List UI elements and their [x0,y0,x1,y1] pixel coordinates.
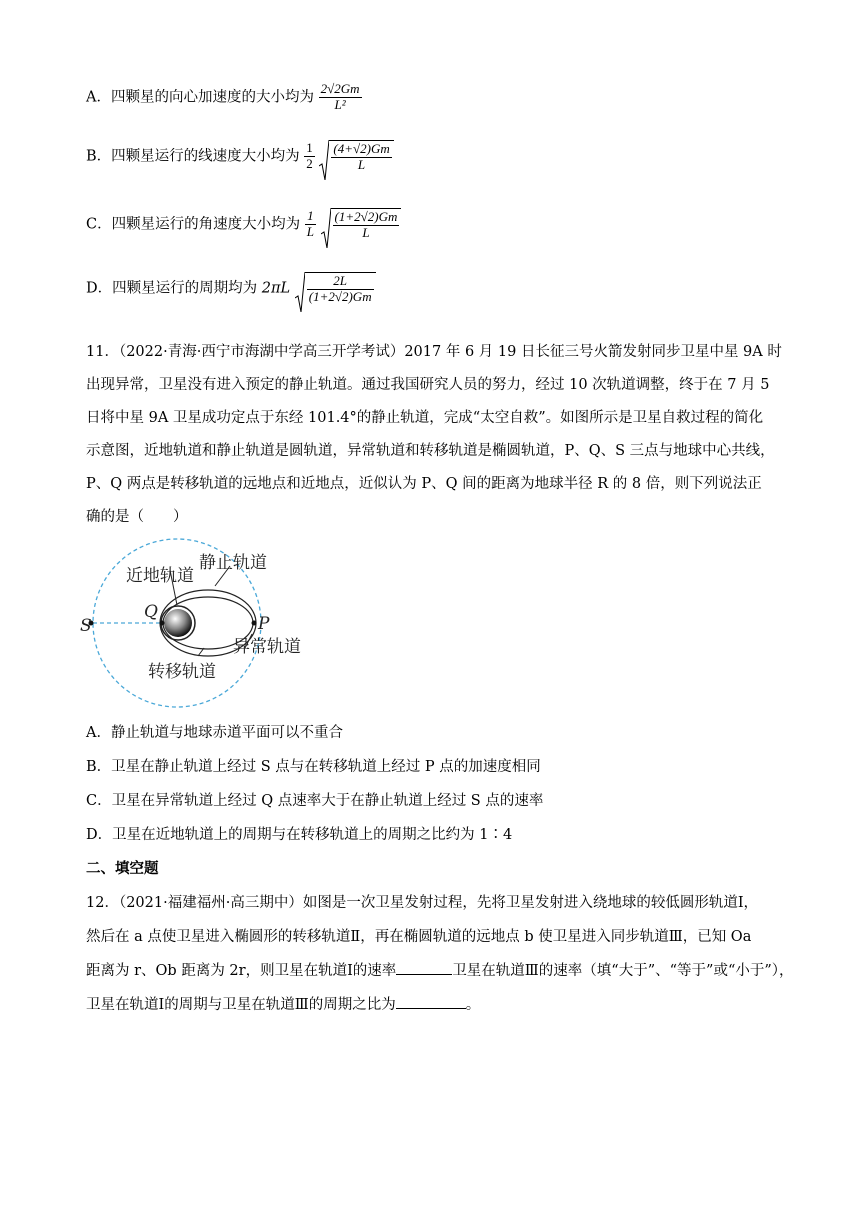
option-a[interactable]: A．四颗星的向心加速度的大小均为 $\frac{2√2Gm}{\text{L²}}$ [86,81,360,112]
q11-stem-line: 出现异常，卫星没有进入预定的静止轨道。通过我国研究人员的努力，经过 10 次轨道调整，终于在 7 月 5 [86,377,770,393]
label-point-q: Q [144,602,158,622]
q12-stem-line-3: 距离为 r、Ob 距离为 2r，则卫星在轨道Ⅰ的速率 卫星在轨道Ⅲ的速率（填“大于”、“等于”或“小于”）， [86,959,794,980]
formula-a: $\frac{2√2Gm}{\text{L²}}$ [320,81,360,112]
q12-stem-line: 12．（2021·福建福州·高三期中）如图是一次卫星发射过程，先将卫星发射进入绕地球的较低圆形轨道Ⅰ， [86,895,759,911]
point-q-dot [160,621,165,626]
coef-b: $\frac{1}{2}$ [306,140,313,171]
sqrt-d: $\frac{2L}{(1+2√2)Gm}$ [295,272,376,305]
label-point-p: P [258,614,270,634]
option-d[interactable]: D．四颗星运行的周期均为 2πL $\frac{2L}{(1+2√2)Gm}$ [86,272,376,305]
coef-c: $\frac{1}{L}$ [306,208,314,239]
earth [164,609,192,637]
q11-stem-line: 示意图，近地轨道和静止轨道是圆轨道，异常轨道和转移轨道是椭圆轨道，P、Q、S 三点与地球中心共线， [86,443,775,459]
sqrt-b: $\frac{(4+√2)Gm}{L}$ [319,140,393,173]
q11-stem-line: P、Q 两点是转移轨道的远地点和近地点，近似认为 P、Q 间的距离为地球半径 R 的 8 倍，则下列说法正 [86,476,762,492]
q11-stem-line: 日将中星 9A 卫星成功定点于东经 101.4°的静止轨道，完成“太空自救”。如图所示是卫星自救过程的简化 [86,410,764,426]
q12-stem-line: 然后在 a 点使卫星进入椭圆形的转移轨道Ⅱ，再在椭圆轨道的远地点 b 使卫星进入同步轨道Ⅲ，已知 Oa [86,929,752,945]
q12-stem-line-4: 卫星在轨道Ⅰ的周期与卫星在轨道Ⅲ的周期之比为 。 [86,993,480,1014]
orbit-diagram [80,538,330,716]
q11-option-a[interactable]: A．静止轨道与地球赤道平面可以不重合 [86,725,343,741]
q11-option-b[interactable]: B．卫星在静止轨道上经过 S 点与在转移轨道上经过 P 点的加速度相同 [86,759,541,775]
option-b[interactable]: B．四颗星运行的线速度大小均为 $\frac{1}{2}$ $\frac{(4+√2)Gm}{L}$ [86,140,394,173]
label-point-s: S [80,616,92,636]
q11-option-d[interactable]: D．卫星在近地轨道上的周期与在转移轨道上的周期之比约为 1∶4 [86,827,513,843]
q11-option-c[interactable]: C．卫星在异常轨道上经过 Q 点速率大于在静止轨道上经过 S 点的速率 [86,793,544,809]
point-p-dot [252,621,257,626]
q11-stem-line: 确的是（ ） [86,509,188,525]
section-title: 二、填空题 [86,861,159,877]
answer-blank-1[interactable] [396,960,452,975]
answer-blank-2[interactable] [396,994,466,1009]
label-abnormal-orbit: 异常轨道 [233,637,301,657]
label-near-orbit: 近地轨道 [126,566,194,586]
label-static-orbit: 静止轨道 [199,553,267,573]
q11-stem-line: 11．（2022·青海·西宁市海湖中学高三开学考试）2017 年 6 月 19 日长征三号火箭发射同步卫星中星 9A 时 [86,344,782,360]
label-transfer-orbit: 转移轨道 [148,662,216,682]
option-c[interactable]: C．四颗星运行的角速度大小均为 $\frac{1}{L}$ $\frac{(1+2√2)Gm}{L}$ [86,208,401,241]
sqrt-c: $\frac{(1+2√2)Gm}{L}$ [321,208,402,241]
